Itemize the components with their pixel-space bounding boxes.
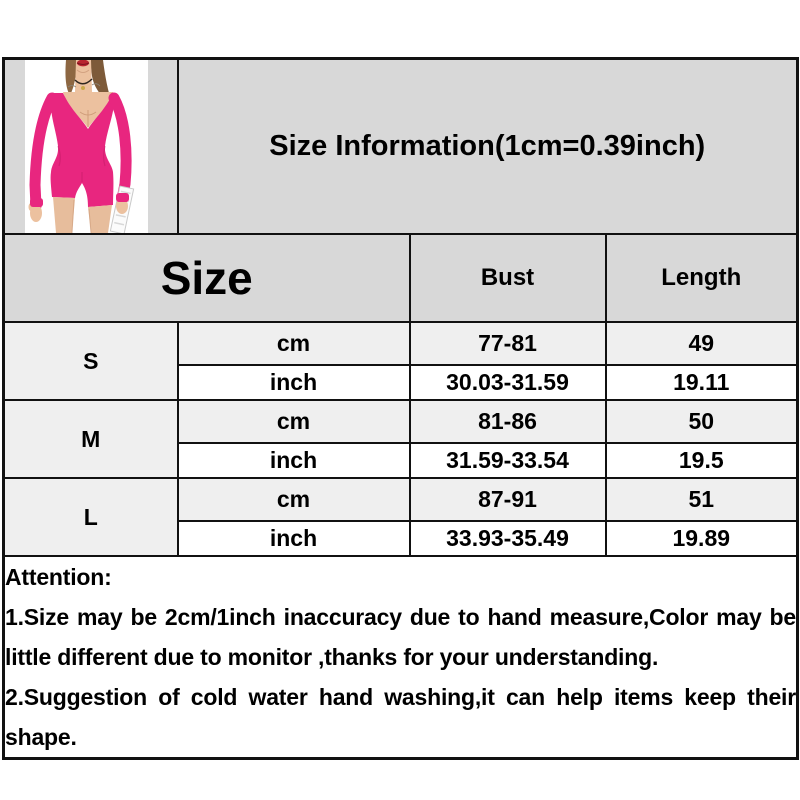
model-illustration xyxy=(25,60,148,233)
unit-cell-inch: inch xyxy=(178,365,410,400)
row-l-cm xyxy=(4,478,798,521)
product-photo-cell xyxy=(4,59,178,235)
length-column-header: Length xyxy=(606,234,798,322)
m-bust-cm: 81-86 xyxy=(410,400,606,443)
attention-note-2: 2.Suggestion of cold water hand washing,it can help items keep their shape. xyxy=(5,684,796,750)
s-length-cm: 49 xyxy=(606,322,798,365)
l-length-inch: 19.89 xyxy=(606,521,798,556)
title-text: Size Information(1cm=0.39inch) xyxy=(269,130,706,162)
s-bust-cm: 77-81 xyxy=(410,322,606,365)
m-length-inch: 19.5 xyxy=(606,443,798,478)
size-label-s: S xyxy=(4,322,178,400)
top-section xyxy=(4,59,798,235)
m-length-cm: 50 xyxy=(606,400,798,443)
size-column-header: Size xyxy=(4,234,410,322)
size-table xyxy=(2,57,799,760)
product-photo xyxy=(25,60,148,233)
attention-row xyxy=(4,556,798,759)
unit-cell-cm: cm xyxy=(178,478,410,521)
m-bust-inch: 31.59-33.54 xyxy=(410,443,606,478)
table-header-row xyxy=(4,234,798,322)
bust-column-header: Bust xyxy=(410,234,606,322)
s-length-inch: 19.11 xyxy=(606,365,798,400)
attention-section xyxy=(4,556,798,759)
row-s-cm xyxy=(4,322,798,365)
l-bust-cm: 87-91 xyxy=(410,478,606,521)
unit-cell-inch: inch xyxy=(178,443,410,478)
size-label-m: M xyxy=(4,400,178,478)
l-length-cm: 51 xyxy=(606,478,798,521)
unit-cell-cm: cm xyxy=(178,400,410,443)
row-m-cm xyxy=(4,400,798,443)
unit-cell-inch: inch xyxy=(178,521,410,556)
size-label-l: L xyxy=(4,478,178,556)
attention-heading: Attention: xyxy=(5,564,112,590)
size-information-title xyxy=(178,59,798,235)
s-bust-inch: 30.03-31.59 xyxy=(410,365,606,400)
unit-cell-cm: cm xyxy=(178,322,410,365)
l-bust-inch: 33.93-35.49 xyxy=(410,521,606,556)
attention-note-1: 1.Size may be 2cm/1inch inaccuracy due to hand measure,Color may be little different due to monitor ,thanks for your understanding. xyxy=(5,604,796,670)
